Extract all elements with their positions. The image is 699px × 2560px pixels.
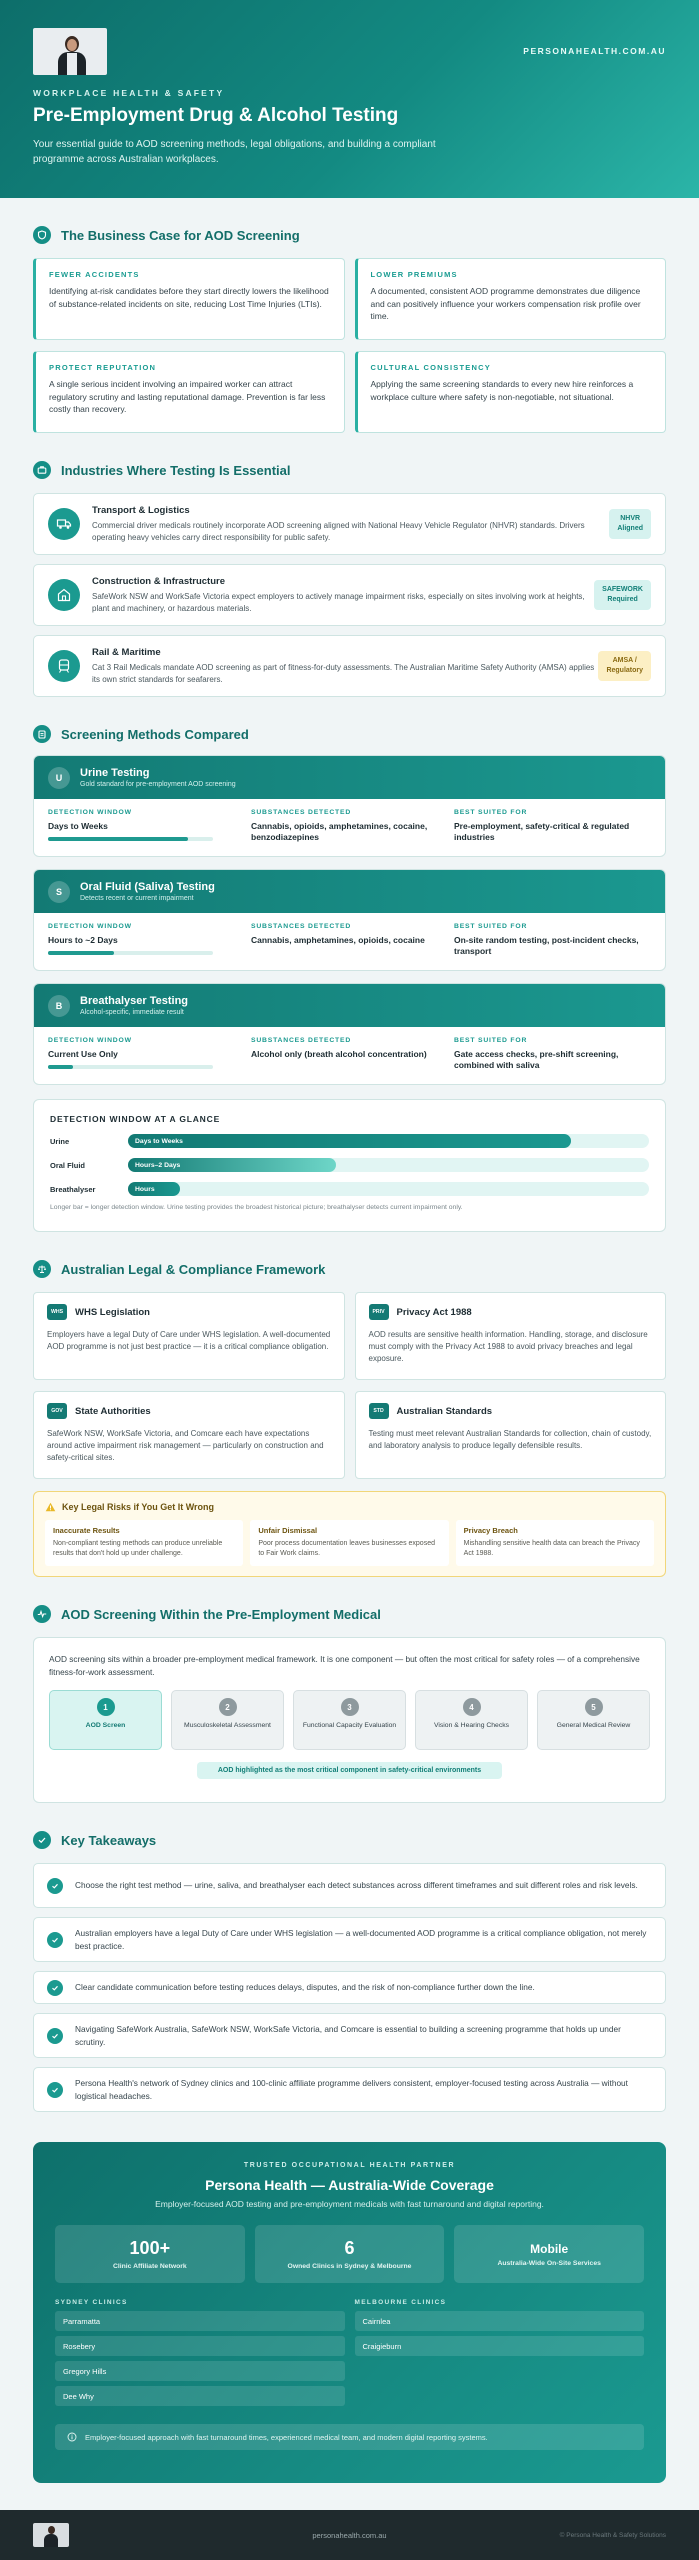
medical-steps <box>49 1690 650 1750</box>
card-text: A single serious incident involving an impaired worker can attract regulatory scrutiny and lasting reputational damage. Prevention is far less costly than recovery. <box>49 379 326 414</box>
chart-row-urine <box>50 1134 649 1148</box>
building-icon <box>48 579 80 611</box>
check-icon <box>47 1878 63 1894</box>
window-value: Current Use Only <box>48 1049 118 1059</box>
section-title: Australian Legal & Compliance Framework <box>61 1261 326 1277</box>
label-window: DETECTION WINDOW <box>48 923 132 930</box>
legal-card-title: Privacy Act 1988 <box>396 1306 472 1318</box>
method-card-saliva <box>33 869 666 971</box>
takeaway-text: Navigating SafeWork Australia, SafeWork NSW, WorkSafe Victoria, and Comcare is essential to building a screening programme that holds up under scrutiny. <box>75 2024 621 2047</box>
industry-name: Construction & Infrastructure <box>92 576 226 587</box>
card-text: Applying the same screening standards to every new hire reinforces a workplace culture where safety is non-negotiable, not situational. <box>370 379 634 402</box>
hero-kicker: WORKPLACE HEALTH & SAFETY <box>33 88 225 98</box>
risk-title: Unfair Dismissal <box>258 1526 318 1535</box>
legal-card-text: AOD results are sensitive health information. Handling, storage, and disclosure must comply with the Privacy Act 1988 to avoid privacy breaches and legal exposure. <box>368 1330 648 1363</box>
stat-value: Mobile <box>530 2241 569 2256</box>
legal-risks-box <box>33 1491 666 1577</box>
brand-logo[interactable] <box>33 28 107 75</box>
clinic-item[interactable]: Dee Why <box>55 2386 345 2406</box>
step-musculoskeletal <box>171 1690 284 1750</box>
page-footer <box>0 2510 699 2560</box>
chart-row-label: Oral Fluid <box>50 1160 86 1170</box>
footer-url[interactable]: personahealth.com.au <box>312 2530 387 2540</box>
label-best: BEST SUITED FOR <box>454 809 528 816</box>
industries-section <box>33 461 666 697</box>
substances-value: Cannabis, amphetamines, opioids, cocaine <box>251 935 425 945</box>
industry-card-rail <box>33 635 666 697</box>
legal-card-text: SafeWork NSW, WorkSafe Victoria, and Comcare each have expectations around active impairment risk management — particularly on construction and safety-critical sites. <box>47 1429 324 1462</box>
substances-value: Cannabis, opioids, amphetamines, cocaine, benzodiazepines <box>251 821 428 842</box>
method-letter: B <box>48 995 70 1017</box>
clinic-item[interactable]: Gregory Hills <box>55 2361 345 2381</box>
window-bar <box>48 951 213 955</box>
benefit-card-accidents <box>33 258 345 340</box>
stat-label: Owned Clinics in Sydney & Melbourne <box>287 2263 412 2270</box>
label-substances: SUBSTANCES DETECTED <box>251 923 352 930</box>
takeaway-text: Choose the right test method — urine, saliva, and breathalyser each detect substances across different timeframes and suit different roles and risk levels. <box>75 1880 638 1891</box>
info-icon <box>67 2432 77 2442</box>
legal-section <box>33 1260 666 1577</box>
legal-card-whs <box>33 1292 345 1380</box>
industry-desc: Commercial driver medicals routinely incorporate AOD screening aligned with National Heavy Vehicle Regulator (NHVR) standards. Drivers operating heavy vehicles carry direct responsibility for public safety. <box>92 521 585 542</box>
stat-value: 100+ <box>129 2238 171 2258</box>
risks-title: Key Legal Risks if You Get It Wrong <box>62 1502 215 1512</box>
stat-affiliates <box>55 2225 245 2283</box>
step-number: 4 <box>463 1698 481 1716</box>
sydney-clinics <box>55 2299 345 2406</box>
section-title: AOD Screening Within the Pre-Employment Medical <box>61 1606 381 1622</box>
legal-card-state <box>33 1391 345 1479</box>
whs-icon: WHS <box>47 1304 67 1320</box>
shield-icon <box>33 226 51 244</box>
label-window: DETECTION WINDOW <box>48 809 132 816</box>
risk-text: Non-compliant testing methods can produce unreliable results that don't hold up under challenge. <box>53 1540 223 1557</box>
takeaway-item <box>33 2067 666 2112</box>
chart-bar: Hours <box>128 1182 180 1196</box>
legal-card-text: Employers have a legal Duty of Care under WHS legislation. A well-documented AOD programme is not just best practice — it is a critical compliance obligation. <box>47 1330 331 1351</box>
government-icon: GOV <box>47 1403 67 1419</box>
step-label: Functional Capacity Evaluation <box>302 1722 397 1729</box>
briefcase-icon <box>33 461 51 479</box>
industry-badge: AMSA / Regulatory <box>598 651 651 681</box>
method-sub: Gold standard for pre-employment AOD screening <box>80 781 236 788</box>
scale-icon <box>33 1260 51 1278</box>
section-title: Screening Methods Compared <box>61 726 249 742</box>
takeaway-text: Clear candidate communication before testing reduces delays, disputes, and the risk of non-compliance further down the line. <box>75 1982 535 1993</box>
step-number: 3 <box>341 1698 359 1716</box>
method-card-breath <box>33 983 666 1085</box>
takeaway-text: Australian employers have a legal Duty of Care under WHS legislation — a well-documented AOD programme is a critical compliance obligation, not merely best practice. <box>75 1928 647 1951</box>
label-window: DETECTION WINDOW <box>48 1037 132 1044</box>
card-text: Identifying at-risk candidates before they start directly lowers the likelihood of substance-related incidents on site, reducing Lost Time Injuries (LTIs). <box>49 286 329 309</box>
section-title: Industries Where Testing Is Essential <box>61 462 291 478</box>
risk-item <box>45 1520 243 1566</box>
label-substances: SUBSTANCES DETECTED <box>251 1037 352 1044</box>
takeaway-item <box>33 1863 666 1908</box>
industry-card-construction <box>33 564 666 626</box>
chart-row-label: Urine <box>50 1136 70 1146</box>
coverage-kicker: TRUSTED OCCUPATIONAL HEALTH PARTNER <box>243 2162 456 2169</box>
benefit-card-premiums <box>355 258 667 340</box>
card-key: CULTURAL CONSISTENCY <box>370 363 491 372</box>
step-number: 5 <box>585 1698 603 1716</box>
window-value: Days to Weeks <box>48 821 108 831</box>
risk-text: Mishandling sensitive health data can breach the Privacy Act 1988. <box>463 1540 640 1557</box>
check-icon <box>47 2028 63 2044</box>
method-letter: S <box>48 881 70 903</box>
substances-value: Alcohol only (breath alcohol concentration) <box>251 1049 427 1059</box>
benefit-card-culture <box>355 351 667 433</box>
pulse-icon <box>33 1605 51 1623</box>
card-key: LOWER PREMIUMS <box>370 270 458 279</box>
hero-banner <box>0 0 699 198</box>
method-name: Breathalyser Testing <box>80 995 189 1007</box>
risk-item <box>250 1520 448 1566</box>
clinic-item[interactable]: Parramatta <box>55 2311 345 2331</box>
legal-card-standards <box>355 1391 667 1479</box>
step-label: AOD Screen <box>85 1722 126 1729</box>
site-url[interactable]: PERSONAHEALTH.COM.AU <box>523 46 666 56</box>
method-sub: Alcohol-specific, immediate result <box>80 1009 184 1016</box>
stat-label: Australia-Wide On-Site Services <box>497 2259 601 2267</box>
check-icon <box>47 1932 63 1948</box>
industry-card-transport <box>33 493 666 555</box>
card-key: PROTECT REPUTATION <box>49 363 157 372</box>
coverage-title: Persona Health — Australia-Wide Coverage <box>205 2177 494 2193</box>
chart-bar: Days to Weeks <box>128 1134 571 1148</box>
standards-icon: STD <box>369 1403 389 1419</box>
method-name: Urine Testing <box>80 767 150 779</box>
step-label: General Medical Review <box>556 1722 631 1729</box>
card-text: A documented, consistent AOD programme demonstrates due diligence and can positively influence your workers compensation risk profile over time. <box>370 286 641 321</box>
label-best: BEST SUITED FOR <box>454 1037 528 1044</box>
pre-employment-section <box>33 1605 666 1803</box>
clinic-item[interactable]: Cairnlea <box>355 2311 645 2331</box>
clipboard-icon <box>33 725 51 743</box>
page-title: Pre-Employment Drug & Alcohol Testing <box>33 105 399 126</box>
takeaway-item <box>33 1917 666 1962</box>
window-bar <box>48 837 213 841</box>
check-icon <box>33 1831 51 1849</box>
step-number: 1 <box>97 1698 115 1716</box>
takeaway-item <box>33 1971 666 2004</box>
takeaway-text: Persona Health's network of Sydney clinics and 100-clinic affiliate programme delivers consistent, employer-focused testing across Australia — without logistical headaches. <box>75 2078 628 2101</box>
stat-value: 6 <box>344 2238 355 2258</box>
warning-icon <box>45 1502 56 1512</box>
legal-card-title: WHS Legislation <box>75 1306 150 1318</box>
industry-name: Rail & Maritime <box>92 647 161 658</box>
label-best: BEST SUITED FOR <box>454 923 528 930</box>
chart-bar: Hours–2 Days <box>128 1158 336 1172</box>
risk-title: Privacy Breach <box>463 1526 518 1535</box>
hero-subtitle: Your essential guide to AOD screening methods, legal obligations, and building a compliant programme across Australian workplaces. <box>33 139 436 165</box>
industry-desc: SafeWork NSW and WorkSafe Victoria expect employers to actively manage impairment risks, especially on sites involving work at heights, plant and machinery, or hazardous materials. <box>92 592 585 613</box>
step-general <box>537 1690 650 1750</box>
privacy-icon: PRIV <box>369 1304 389 1320</box>
section-title: The Business Case for AOD Screening <box>61 227 300 243</box>
takeaway-item <box>33 2013 666 2058</box>
risk-title: Inaccurate Results <box>53 1526 120 1535</box>
clinic-item[interactable]: Rosebery <box>55 2336 345 2356</box>
takeaways-section <box>33 1831 666 2112</box>
check-icon <box>47 1980 63 1996</box>
stat-label: Clinic Affiliate Network <box>112 2263 187 2270</box>
legal-card-title: Australian Standards <box>396 1405 493 1417</box>
footnote-text: Employer-focused approach with fast turnaround times, experienced medical team, and modern digital reporting systems. <box>85 2432 488 2442</box>
industry-badge: SAFEWORK Required <box>594 580 651 610</box>
step-vision <box>415 1690 528 1750</box>
industry-name: Transport & Logistics <box>92 505 190 516</box>
risk-item <box>456 1520 654 1566</box>
card-key: FEWER ACCIDENTS <box>49 270 140 279</box>
melbourne-clinics <box>355 2299 645 2406</box>
chart-row-label: Breathalyser <box>50 1184 96 1194</box>
step-label: Musculoskeletal Assessment <box>184 1722 271 1729</box>
coverage-footnote <box>55 2424 644 2450</box>
label-substances: SUBSTANCES DETECTED <box>251 809 352 816</box>
coverage-panel <box>33 2142 666 2483</box>
chart-row-breath <box>50 1182 649 1196</box>
method-sub: Detects recent or current impairment <box>80 895 194 902</box>
methods-section <box>33 725 666 1232</box>
industry-badge: NHVR Aligned <box>609 509 651 539</box>
clinics-heading: MELBOURNE CLINICS <box>354 2299 447 2306</box>
clinics-heading: SYDNEY CLINICS <box>55 2299 128 2306</box>
section-title: Key Takeaways <box>61 1832 157 1848</box>
chart-note: Longer bar = longer detection window. Urine testing provides the broadest historical picture; breathalyser detects current impairment only. <box>50 1204 463 1211</box>
stat-owned-clinics <box>255 2225 445 2283</box>
check-icon <box>47 2082 63 2098</box>
clinic-item[interactable]: Craigieburn <box>355 2336 645 2356</box>
truck-icon <box>48 508 80 540</box>
step-label: Vision & Hearing Checks <box>433 1722 510 1729</box>
legal-card-title: State Authorities <box>75 1405 151 1417</box>
footer-copyright: © Persona Health & Safety Solutions <box>559 2531 666 2539</box>
train-icon <box>48 650 80 682</box>
pem-highlight-note: AOD highlighted as the most critical component in safety-critical environments <box>197 1762 502 1779</box>
step-aod <box>49 1690 162 1750</box>
business-case-section <box>33 226 666 433</box>
step-number: 2 <box>219 1698 237 1716</box>
pem-intro: AOD screening sits within a broader pre-employment medical framework. It is one component — but often the most critical for safety roles — of a comprehensive fitness-for-work assessment. <box>49 1654 640 1677</box>
risk-text: Poor process documentation leaves businesses exposed to Fair Work claims. <box>258 1540 435 1557</box>
step-functional <box>293 1690 406 1750</box>
detection-window-chart <box>33 1099 666 1232</box>
legal-card-text: Testing must meet relevant Australian Standards for collection, chain of custody, and laboratory analysis to produce legally defensible results. <box>368 1429 652 1450</box>
coverage-subtitle: Employer-focused AOD testing and pre-employment medicals with fast turnaround and digital reporting. <box>155 2199 544 2209</box>
method-card-urine <box>33 755 666 857</box>
legal-card-privacy <box>355 1292 667 1380</box>
method-letter: U <box>48 767 70 789</box>
benefit-card-reputation <box>33 351 345 433</box>
chart-row-oral <box>50 1158 649 1172</box>
best-value: On-site random testing, post-incident checks, transport <box>454 935 639 956</box>
stat-mobile <box>454 2225 644 2283</box>
window-bar <box>48 1065 213 1069</box>
chart-title: DETECTION WINDOW AT A GLANCE <box>50 1114 221 1124</box>
window-value: Hours to ~2 Days <box>48 935 118 945</box>
best-value: Gate access checks, pre-shift screening, combined with saliva <box>454 1049 619 1070</box>
best-value: Pre-employment, safety-critical & regulated industries <box>454 821 630 842</box>
method-name: Oral Fluid (Saliva) Testing <box>80 881 215 893</box>
industry-desc: Cat 3 Rail Medicals mandate AOD screening as part of fitness-for-duty assessments. The Australian Maritime Safety Authority (AMSA) applies its own strict standards for seafarers. <box>92 663 595 684</box>
